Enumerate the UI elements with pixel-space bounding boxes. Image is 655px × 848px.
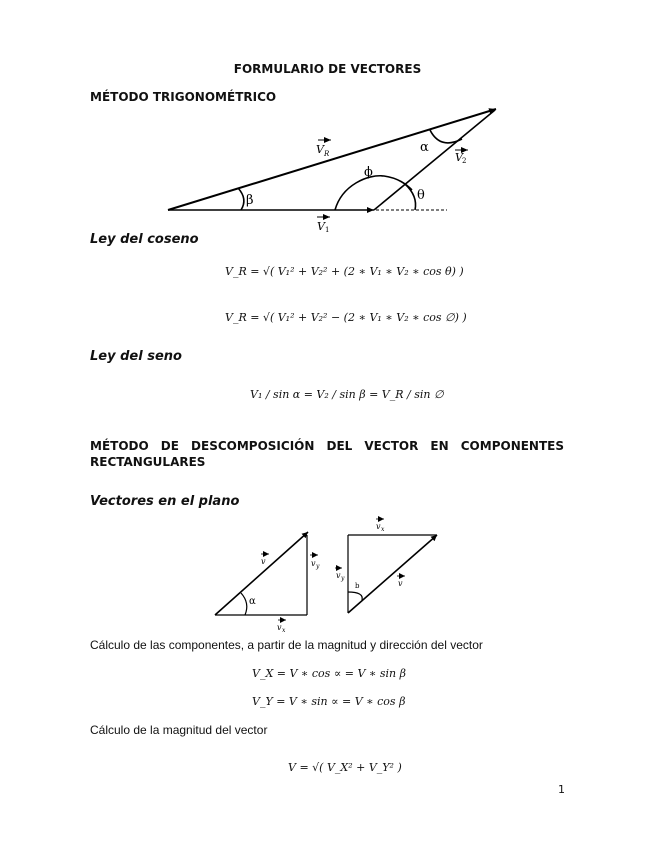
fig-b-vy-sub: y [341,575,345,582]
fig-b-beta: b [355,582,360,590]
law-cosine-formula-1: V_R = √( V₁² + V₂² + (2 ∗ V₁ ∗ V₂ ∗ cos θ) ) [225,265,464,278]
document-title: FORMULARIO DE VECTORES [233,62,422,76]
fig-a-v: v [261,557,266,566]
section-heading-trigonometric: MÉTODO TRIGONOMÉTRICO [90,90,277,104]
vector-triangle-diagram [150,100,510,240]
fig-a-vy-sub: y [316,563,320,570]
fig-a-vx: v [277,623,282,632]
components-figure-a [205,525,330,635]
component-y-formula: V_Y = V ∗ sin ∝ = V ∗ cos β [252,695,406,708]
fig-b-beta-arc [348,592,362,600]
law-cosine-heading: Ley del coseno [90,232,199,247]
theta-label: θ [417,188,425,203]
v1-label: V [317,220,325,233]
fig-b-vy: v [336,571,341,580]
alpha-arc [430,130,462,143]
beta-arc [238,188,244,210]
law-cosine-formula-2: V_R = √( V₁² + V₂² − (2 ∗ V₁ ∗ V₂ ∗ cos ∅) ) [225,311,467,324]
v2-sub: 2 [462,157,467,165]
components-description: Cálculo de las componentes, a partir de la magnitud y dirección del vector [90,638,483,652]
fig-a-vy: v [311,559,316,568]
fig-b-v: v [398,579,403,588]
alpha-label: α [420,140,429,155]
fig-b-vx: v [376,522,381,531]
v2-vector-line [374,110,495,210]
magnitude-formula: V = √( V_X² + V_Y² ) [288,761,402,774]
vr-vector-line [168,109,496,210]
vr-sub: R [324,150,330,158]
phi-label: ϕ [364,165,373,180]
fig-a-alpha-arc [241,593,247,615]
page-number: 1 [558,783,565,796]
fig-a-vx-sub: x [282,627,286,634]
magnitude-description: Cálculo de la magnitud del vector [90,723,268,737]
fig-b-vx-sub: x [381,526,385,533]
section-heading-decomposition: MÉTODO DE DESCOMPOSICIÓN DEL VECTOR EN COMPONENTES RECTANGULARES [90,439,564,469]
plane-vectors-heading: Vectores en el plano [90,494,240,509]
vr-label: V [316,143,324,156]
law-sine-heading: Ley del seno [90,349,182,364]
v2-label: V [455,151,463,164]
phi-arc [335,176,412,210]
fig-a-vector-line [215,532,308,615]
components-figure-b [330,510,445,620]
v1-sub: 1 [325,226,330,234]
component-x-formula: V_X = V ∗ cos ∝ = V ∗ sin β [252,667,406,680]
fig-a-alpha: α [249,596,256,607]
law-sine-formula: V₁ / sin α = V₂ / sin β = V_R / sin ∅ [250,388,444,401]
beta-label: β [246,193,254,208]
fig-b-vector-line [348,535,437,613]
